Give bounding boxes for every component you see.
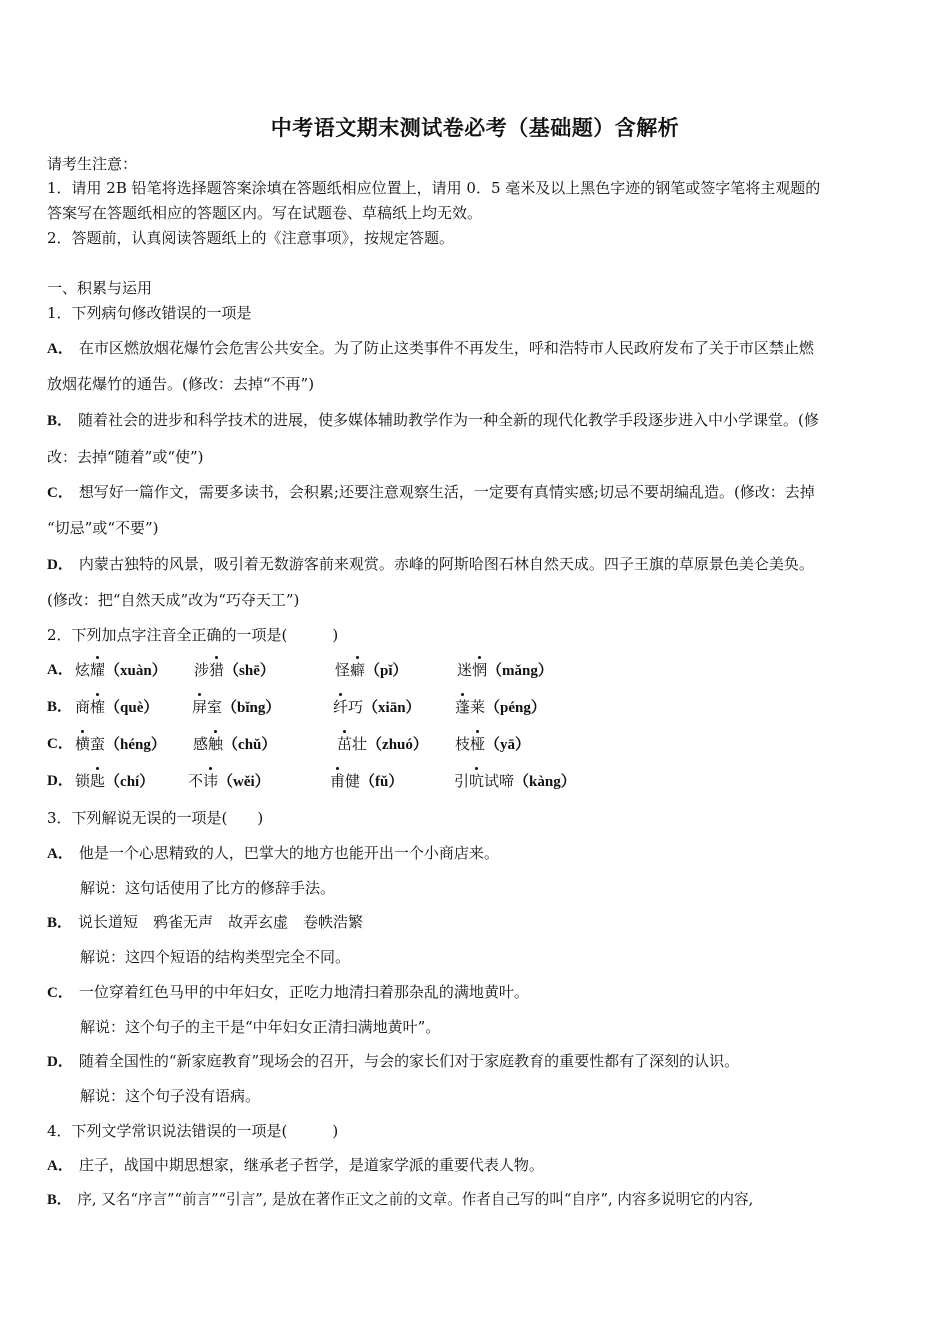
char-text: 炫 (75, 661, 91, 679)
option-text: 庄子，战国中期思想家，继承老子哲学，是道家学派的重要代表人物。 (78, 1156, 544, 1174)
option-label: A． (47, 341, 73, 357)
option-label: D． (47, 773, 73, 789)
char-text: 试啼 (484, 772, 515, 790)
pinyin-item (337, 734, 428, 755)
pinyin-item (455, 734, 530, 755)
q1-stem: 1．下列病句修改错误的一项是 (47, 304, 252, 322)
pinyin-item (75, 734, 166, 755)
char-text: 壮 (352, 735, 368, 753)
pinyin-item (330, 771, 403, 792)
pinyin-text: （kàng） (514, 774, 576, 790)
pinyin-text: （pǐ） (365, 663, 408, 679)
char-text: 室 (207, 698, 223, 716)
option-label: A． (47, 846, 73, 862)
q3-option-b-note: 解说：这四个短语的结构类型完全不同。 (80, 948, 351, 966)
dotted-char: 茁 (337, 735, 353, 753)
q1-option-d-cont: (修改：把“自然天成”改为“巧夺天工”) (47, 591, 300, 609)
q1-option-d (47, 554, 814, 575)
option-text: 随着社会的进步和科学技术的进展，使多媒体辅助教学作为一种全新的现代化教学手段逐步进入中小学课堂。(修 (78, 411, 819, 429)
pinyin-item (192, 697, 280, 718)
option-text: 在市区燃放烟花爆竹会危害公共安全。为了防止这类事件不再发生，呼和浩特市人民政府发布了关于市区禁止燃 (78, 339, 814, 357)
notice-item-2: 2．答题前，认真阅读答题纸上的《注意事项》，按规定答题。 (47, 229, 455, 247)
char-text: 蛮 (90, 735, 106, 753)
dotted-char: 桠 (470, 735, 486, 753)
pinyin-item (188, 771, 270, 792)
option-text: 一位穿着红色马甲的中年妇女，正吃力地清扫着那杂乱的满地黄叶。 (78, 983, 529, 1001)
q1-option-b (47, 410, 819, 431)
option-label: C． (47, 985, 73, 1001)
char-text: 怪 (335, 661, 351, 679)
pinyin-item (75, 697, 158, 718)
q4-stem: 4．下列文学常识说法错误的一项是( ) (47, 1122, 339, 1140)
pinyin-text: （péng） (485, 700, 546, 716)
q4-option-b (47, 1190, 753, 1210)
dotted-char: 吭 (469, 772, 485, 790)
pinyin-text: （chǔ） (223, 737, 277, 753)
option-label: A． (47, 1158, 73, 1174)
char-text: 涉 (194, 661, 210, 679)
pinyin-item (194, 660, 275, 681)
dotted-char: 癖 (350, 661, 366, 679)
q3-option-a (47, 843, 499, 864)
pinyin-item (193, 734, 276, 755)
pinyin-item (454, 771, 576, 792)
page-title: 中考语文期末测试卷必考（基础题）含解析 (270, 115, 680, 140)
notice-item-1-line-2: 答案写在答题纸相应的答题区内。写在试题卷、草稿纸上均无效。 (47, 204, 483, 222)
q1-option-a-cont: 放烟花爆竹的通告。(修改：去掉“不再”) (47, 375, 315, 393)
pinyin-text: （chí） (105, 774, 155, 790)
pinyin-text: （shē） (224, 663, 275, 679)
dotted-char: 屏 (192, 698, 208, 716)
option-label: A． (47, 662, 73, 678)
q2-stem: 2．下列加点字注音全正确的一项是( ) (47, 626, 339, 644)
q1-option-a (47, 338, 814, 359)
dotted-char: 甫 (330, 772, 346, 790)
pinyin-text: （què） (105, 700, 159, 716)
dotted-char: 榷 (90, 698, 106, 716)
dotted-char: 耀 (90, 661, 106, 679)
section-heading: 一、积累与运用 (47, 279, 153, 297)
char-text: 莱 (470, 698, 486, 716)
dotted-char: 纤 (333, 698, 349, 716)
option-text: 说长道短 鸦雀无声 故弄玄虚 卷帙浩繁 (78, 913, 364, 931)
char-text: 商 (75, 698, 91, 716)
pinyin-item (335, 660, 408, 681)
option-label: D． (47, 557, 73, 573)
q3-option-d-note: 解说：这个句子没有语病。 (80, 1087, 261, 1105)
q3-option-c-note: 解说：这个句子的主干是“中年妇女正清扫满地黄叶”。 (80, 1018, 441, 1036)
pinyin-item (455, 697, 546, 718)
q1-option-c (47, 482, 815, 503)
pinyin-item (333, 697, 421, 718)
char-text: 锁 (75, 772, 91, 790)
char-text: 感 (193, 735, 209, 753)
option-label: D． (47, 1054, 73, 1070)
char-text: 不 (188, 772, 204, 790)
pinyin-text: （héng） (105, 737, 166, 753)
pinyin-item (75, 660, 167, 681)
pinyin-text: （mǎng） (487, 663, 553, 679)
dotted-char: 触 (208, 735, 224, 753)
pinyin-text: （bǐng） (222, 700, 281, 716)
option-label: B． (47, 915, 73, 931)
dotted-char: 匙 (90, 772, 106, 790)
dotted-char: 惘 (472, 661, 488, 679)
q3-option-a-note: 解说：这句话使用了比方的修辞手法。 (80, 879, 336, 897)
option-label: C． (47, 485, 73, 501)
dotted-char: 蓬 (455, 698, 471, 716)
pinyin-text: （wěi） (218, 774, 270, 790)
option-label: B． (47, 413, 73, 429)
option-text: 他是一个心思精致的人，巴掌大的地方也能开出一个小商店来。 (78, 844, 499, 862)
dotted-char: 猎 (209, 661, 225, 679)
char-text: 枝 (455, 735, 471, 753)
notice-item-1-line-1: 1．请用 2B 铅笔将选择题答案涂填在答题纸相应位置上，请用 0．5 毫米及以上黑色字迹的钢笔或签字笔将主观题的 (47, 179, 821, 197)
pinyin-text: （yā） (485, 737, 531, 753)
pinyin-text: （xuàn） (105, 663, 167, 679)
q1-option-c-cont: “切忌”或“不要”) (47, 519, 159, 537)
pinyin-text: （zhuó） (367, 737, 428, 753)
char-text: 迷 (457, 661, 473, 679)
q3-option-c (47, 982, 529, 1003)
option-label: B． (47, 1192, 72, 1208)
char-text: 巧 (348, 698, 364, 716)
char-text: 引 (454, 772, 470, 790)
q3-option-b (47, 912, 363, 933)
pinyin-text: （fǔ） (360, 774, 404, 790)
q1-option-b-cont: 改：去掉“随着”或“使”) (47, 448, 204, 466)
pinyin-item (75, 771, 154, 792)
pinyin-item (457, 660, 553, 681)
pinyin-text: （xiān） (363, 700, 421, 716)
notice-heading: 请考生注意： (47, 155, 138, 173)
q3-stem: 3．下列解说无误的一项是( ) (47, 809, 264, 827)
option-text: 内蒙古独特的风景，吸引着无数游客前来观赏。赤峰的阿斯哈图石林自然天成。四子王旗的草原景色美仑美奂。 (78, 555, 814, 573)
dotted-char: 讳 (203, 772, 219, 790)
q4-option-a (47, 1155, 544, 1176)
char-text: 健 (345, 772, 361, 790)
option-text: 想写好一篇作文，需要多读书，会积累;还要注意观察生活，一定要有真情实感;切忌不要胡编乱造。(修改：去掉 (78, 483, 815, 501)
q3-option-d (47, 1051, 739, 1072)
option-text: 随着全国性的“新家庭教育”现场会的召开，与会的家长们对于家庭教育的重要性都有了深刻的认识。 (78, 1052, 740, 1070)
dotted-char: 横 (75, 735, 91, 753)
option-label: C． (47, 736, 73, 752)
option-text: 序, 又名“序言”“前言”“引言”, 是放在著作正文之前的文章。作者自己写的叫“自序”, 内容多说明它的内容, (77, 1191, 754, 1208)
option-label: B． (47, 699, 73, 715)
